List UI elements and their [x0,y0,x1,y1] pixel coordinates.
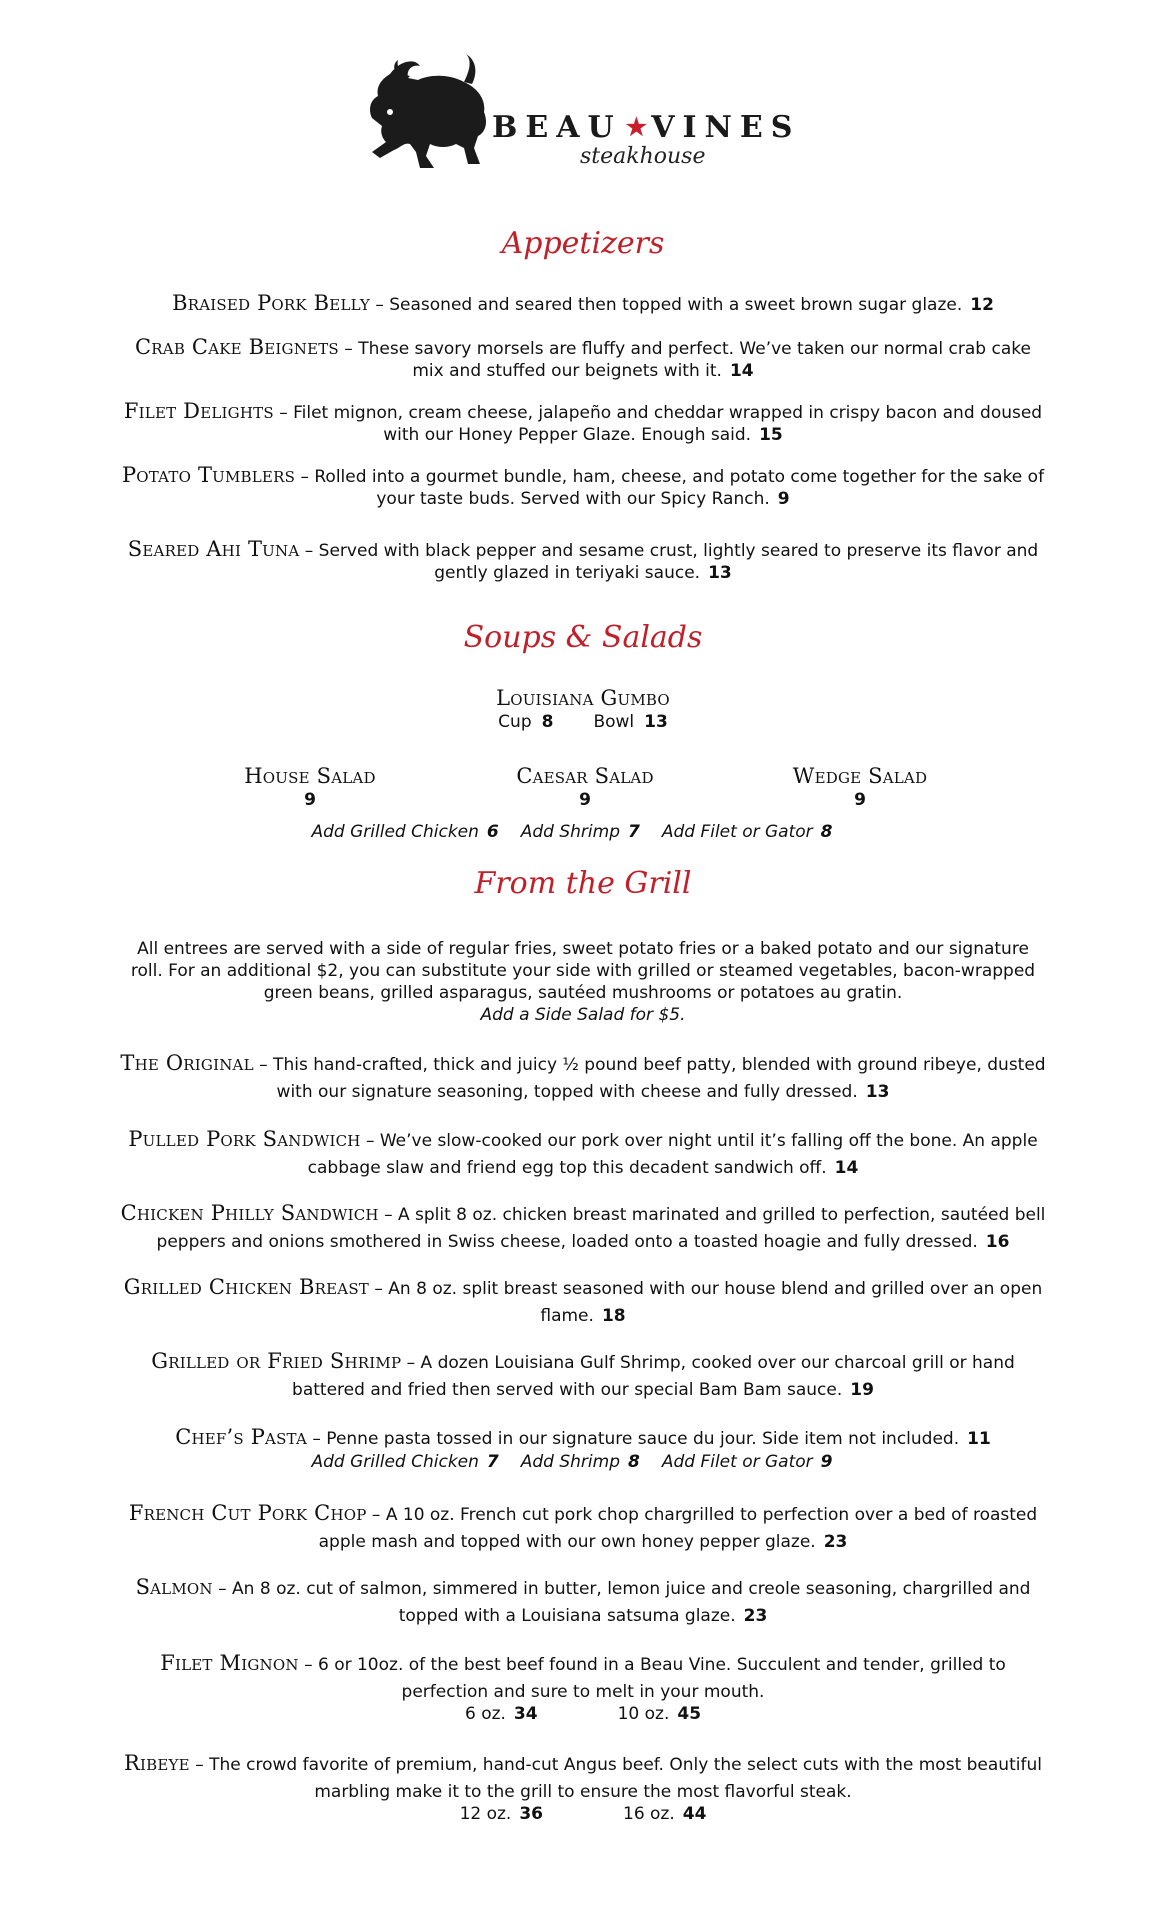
salad-item: Caesar Salad 9 [516,764,654,810]
section-title-appetizers: Appetizers [501,226,665,261]
logo [360,52,800,192]
menu-item: French Cut Pork Chop – A 10 oz. French cut pork chop chargrilled to perfection over a bed of roasted apple mash and topped with our own honey pepper glaze. 23 [128,1501,1038,1552]
menu-item: The Original – This hand-crafted, thick and juicy ½ pound beef patty, blended with ground ribeye, dusted with our signature seasoning, topped with cheese and fully dressed. 13 [120,1051,1046,1102]
filet-sizes: 6 oz. 34 10 oz. 45 [464,1704,702,1724]
menu-item: Filet Delights – Filet mignon, cream cheese, jalapeño and cheddar wrapped in crispy bacon and doused with our Honey Pepper Glaze. Enough said. 15 [123,399,1043,445]
pasta-addons: Add Grilled Chicken 7 Add Shrimp 8 Add Filet or Gator 9 [311,1452,833,1472]
grill-intro: All entrees are served with a side of regular fries, sweet potato fries or a baked potato and our signature roll. For an additional $2, you can substitute your side with grilled or steamed vegetables, bacon-wrapped green beans, grilled asparagus, sautéed mushrooms or potatoes au gratin. Add a Side Salad for $5. [130,939,1036,1025]
gumbo-name: Louisiana Gumbo [496,686,670,710]
star-icon: ★ [625,112,648,141]
menu-item: Chicken Philly Sandwich – A split 8 oz. chicken breast marinated and grilled to perfection, sautéed bell peppers and onions smothered in Swiss cheese, loaded onto a toasted hoagie and fully dressed. 16 [120,1201,1046,1252]
salad-addons: Add Grilled Chicken 6 Add Shrimp 7 Add Filet or Gator 8 [311,822,833,842]
menu-item: Seared Ahi Tuna – Served with black pepper and sesame crust, lightly seared to preserve its flavor and gently glazed in teriyaki sauce. 13 [127,537,1039,583]
salad-item: House Salad 9 [244,764,376,810]
bull-icon [360,52,495,182]
ribeye-sizes: 12 oz. 36 16 oz. 44 [459,1804,707,1824]
menu-item: Potato Tumblers – Rolled into a gourmet bundle, ham, cheese, and potato come together for the sake of your taste buds. Served with our Spicy Ranch. 9 [121,463,1045,509]
menu-item: Grilled or Fried Shrimp – A dozen Louisiana Gulf Shrimp, cooked over our charcoal grill or hand battered and fried then served with our special Bam Bam sauce. 19 [151,1349,1015,1400]
menu-item: Salmon – An 8 oz. cut of salmon, simmered in butter, lemon juice and creole seasoning, chargrilled and topped with a Louisiana satsuma glaze. 23 [135,1575,1031,1626]
menu-item: Filet Mignon – 6 or 10oz. of the best beef found in a Beau Vine. Succulent and tender, grilled to perfection and sure to melt in your mouth. [160,1651,1006,1702]
brand-name: BEAU ★ VINES [492,110,801,145]
section-title-soups-salads: Soups & Salads [463,620,703,655]
menu-item: Ribeye – The crowd favorite of premium, hand-cut Angus beef. Only the select cuts with the most beautiful marbling make it to the grill to ensure the most flavorful steak. [124,1751,1042,1802]
menu-item: Chef’s Pasta – Penne pasta tossed in our signature sauce du jour. Side item not included. 11 [175,1425,991,1449]
salad-item: Wedge Salad 9 [792,764,928,810]
brand-subtitle: steakhouse [580,144,706,169]
gumbo-prices: Cup 8 Bowl 13 [498,712,668,732]
section-title-grill: From the Grill [474,866,692,901]
menu-item: Braised Pork Belly – Seasoned and seared then topped with a sweet brown sugar glaze. 12 [172,291,994,315]
menu-item: Pulled Pork Sandwich – We’ve slow-cooked our pork over night until it’s falling off the bone. An apple cabbage slaw and friend egg top this decadent sandwich off. 14 [128,1127,1038,1178]
menu-item: Grilled Chicken Breast – An 8 oz. split breast seasoned with our house blend and grilled over an open flame. 18 [123,1275,1043,1326]
menu-item: Crab Cake Beignets – These savory morsels are fluffy and perfect. We’ve taken our normal crab cake mix and stuffed our beignets with it. 14 [135,335,1031,381]
